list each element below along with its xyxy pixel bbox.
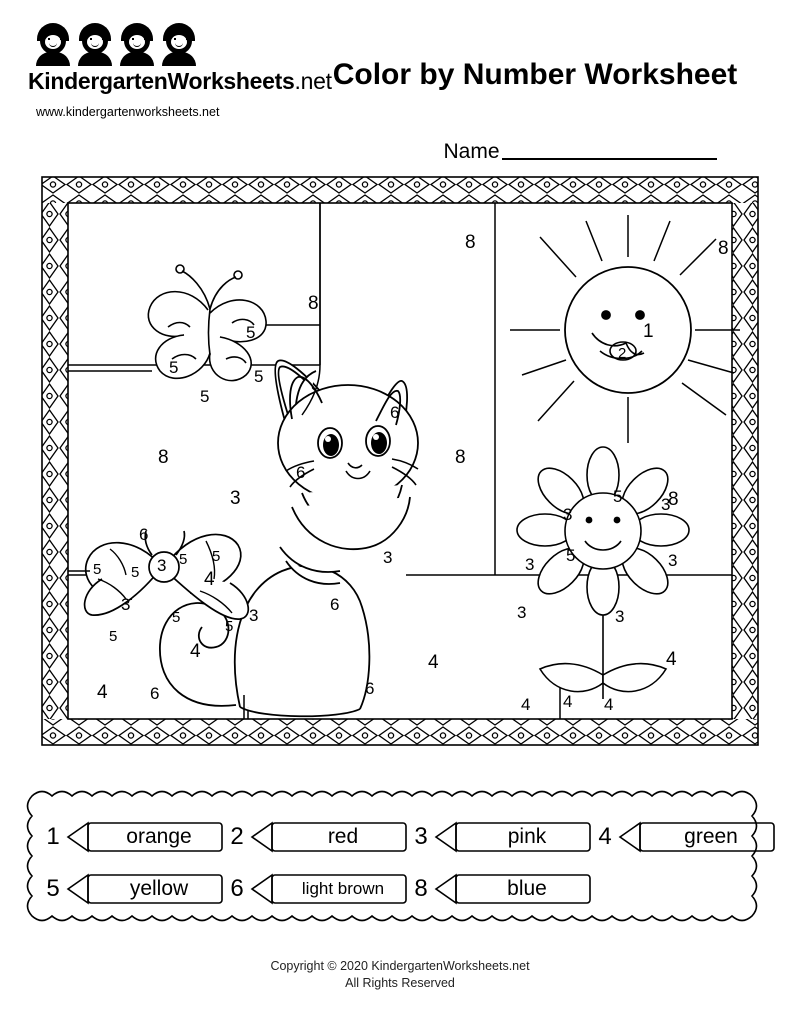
number-label: 3 (668, 551, 678, 570)
number-label: 4 (666, 649, 677, 670)
logo-title (28, 68, 332, 95)
number-label: 5 (93, 561, 102, 578)
legend-number: 6 (230, 875, 244, 902)
crayon-color-label: blue (507, 877, 547, 900)
legend-rows (40, 814, 760, 918)
crayon-icon (618, 819, 776, 855)
coloring-picture (40, 175, 760, 747)
name-label: Name (443, 140, 500, 163)
number-label: 5 (172, 609, 181, 626)
kids-logo-icon (40, 30, 250, 66)
crayon-icon (434, 871, 592, 907)
crayon-icon (66, 819, 224, 855)
number-labels (40, 175, 760, 747)
legend-item[interactable] (40, 814, 224, 860)
number-label: 6 (330, 595, 340, 614)
number-label: 5 (613, 487, 623, 506)
number-label: 4 (204, 569, 215, 590)
number-label: 3 (383, 548, 393, 567)
number-label: 8 (718, 238, 729, 259)
number-label: 3 (157, 556, 167, 575)
number-label: 3 (661, 495, 671, 514)
color-key-legend (18, 790, 782, 940)
number-label: 6 (390, 403, 400, 422)
number-label: 5 (566, 546, 576, 565)
number-label: 5 (109, 628, 118, 645)
number-label: 5 (246, 323, 256, 342)
legend-item[interactable] (224, 814, 408, 860)
logo-title-part1: Kindergarten (28, 68, 168, 94)
legend-number: 2 (230, 823, 244, 850)
number-label: 3 (249, 606, 259, 625)
legend-number: 8 (414, 875, 428, 902)
number-label: 5 (225, 618, 234, 635)
number-label: 5 (254, 367, 264, 386)
legend-item[interactable] (592, 814, 776, 860)
legend-item[interactable] (224, 866, 408, 912)
copyright-text: Copyright © 2020 KindergartenWorksheets.net (270, 959, 530, 973)
number-label: 3 (517, 603, 527, 622)
page-footer (0, 958, 800, 992)
number-label: 5 (131, 564, 140, 581)
crayon-color-label: light brown (301, 879, 385, 898)
name-input-line[interactable] (502, 140, 717, 160)
crayon-icon (250, 819, 408, 855)
site-logo (28, 30, 332, 119)
crayon-icon (66, 871, 224, 907)
page-header (0, 22, 800, 163)
number-label: 4 (604, 695, 614, 714)
logo-title-part3: .net (294, 68, 332, 94)
crayon-icon (250, 871, 408, 907)
number-label: 8 (455, 447, 466, 468)
number-label: 1 (643, 321, 654, 342)
crayon-color-label: pink (507, 825, 547, 848)
legend-number: 3 (414, 823, 428, 850)
crayon-color-label: yellow (129, 877, 189, 900)
number-label: 2 (618, 345, 627, 362)
page-title: Color by Number Worksheet (332, 58, 738, 91)
number-label: 6 (365, 679, 375, 698)
number-label: 4 (190, 641, 201, 662)
number-label: 3 (563, 505, 573, 524)
number-label: 4 (97, 682, 108, 703)
number-label: 4 (521, 695, 531, 714)
number-label: 3 (230, 488, 241, 509)
site-url: www.kindergartenworksheets.net (36, 105, 220, 119)
crayon-color-label: red (327, 825, 359, 848)
number-label: 3 (615, 607, 625, 626)
rights-text: All Rights Reserved (345, 976, 455, 990)
number-label: 3 (121, 595, 131, 614)
number-label: 8 (308, 293, 319, 314)
number-label: 4 (428, 652, 439, 673)
legend-number: 1 (46, 823, 60, 850)
legend-number: 4 (598, 823, 612, 850)
number-label: 6 (296, 463, 306, 482)
legend-item[interactable] (408, 814, 592, 860)
name-field-row (400, 140, 760, 164)
legend-number: 5 (46, 875, 60, 902)
number-label: 5 (179, 551, 188, 568)
legend-item[interactable] (408, 866, 592, 912)
legend-row (40, 814, 760, 860)
legend-item[interactable] (40, 866, 224, 912)
legend-row (40, 866, 760, 912)
crayon-color-label: green (684, 825, 738, 848)
crayon-icon (434, 819, 592, 855)
number-label: 8 (668, 489, 679, 510)
number-label: 6 (139, 525, 149, 544)
legend-item-empty (592, 866, 760, 912)
number-label: 5 (169, 358, 179, 377)
number-label: 3 (525, 555, 535, 574)
number-label: 4 (563, 692, 573, 711)
crayon-color-label: orange (126, 825, 192, 848)
number-label: 8 (465, 232, 476, 253)
logo-title-part2: Worksheets (167, 68, 295, 94)
number-label: 5 (212, 548, 221, 565)
number-label: 6 (150, 684, 160, 703)
number-label: 5 (200, 387, 210, 406)
number-label: 8 (158, 447, 169, 468)
